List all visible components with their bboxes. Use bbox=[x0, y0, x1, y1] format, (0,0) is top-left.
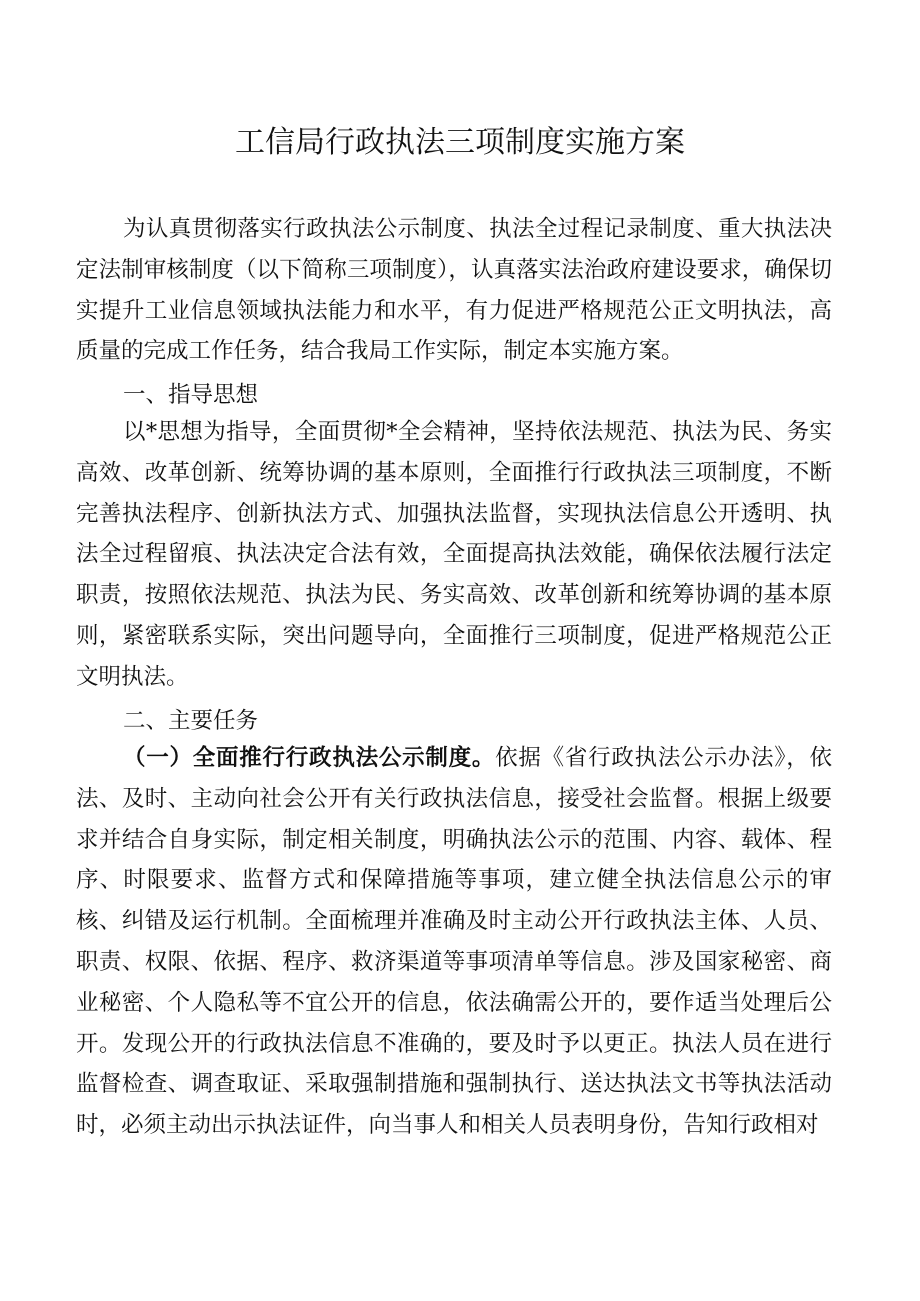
section-heading-guiding-ideology: 一、指导思想 bbox=[123, 382, 259, 408]
intro-paragraph: 为认真贯彻落实行政执法公示制度、执法全过程记录制度、重大执法决定法制审核制度（以下简称三项制度），认真落实法治政府建设要求，确保切实提升工业信息领域执法能力和水平，有力促进严格规范公正文明执法，高质量的完成工作任务，结合我局工作实际，制定本实施方案。 bbox=[76, 216, 832, 365]
main-tasks-paragraph bbox=[76, 738, 832, 1146]
publicity-system-text: 依据《省行政执法公示办法》，依法、及时、主动向社会公开有关行政执法信息，接受社会监督。根据上级要求并结合自身实际，制定相关制度，明确执法公示的范围、内容、载体、程序、时限要求、监督方式和保障措施等事项，建立健全执法信息公示的审核、纠错及运行机制。全面梳理并准确及时主动公开行政执法主体、人员、职责、权限、依据、程序、救济渠道等事项清单等信息。涉及国家秘密、商业秘密、个人隐私等不宜公开的信息，依法确需公开的，要作适当处理后公开。发现公开的行政执法信息不准确的，要及时予以更正。执法人员在进行监督检查、调查取证、采取强制措施和强制执行、送达执法文书等执法活动时，必须主动出示执法证件，向当事人和相关人员表明身份，告知行政相对 bbox=[76, 745, 832, 1139]
guiding-ideology-paragraph: 以*思想为指导，全面贯彻*全会精神，坚持依法规范、执法为民、务实高效、改革创新、统筹协调的基本原则，全面推行行政执法三项制度，不断完善执法程序、创新执法方式、加强执法监督，实现执法信息公开透明、执法全过程留痕、执法决定合法有效，全面提高执法效能，确保依法履行法定职责，按照依法规范、执法为民、务实高效、改革创新和统筹协调的基本原则，紧密联系实际，突出问题导向，全面推行三项制度，促进严格规范公正文明执法。 bbox=[76, 419, 832, 690]
section-heading-main-tasks: 二、主要任务 bbox=[123, 708, 259, 734]
subsection-lead-publicity-system: （一）全面推行行政执法公示制度。 bbox=[123, 745, 496, 771]
document-title: 工信局行政执法三项制度实施方案 bbox=[235, 125, 685, 160]
